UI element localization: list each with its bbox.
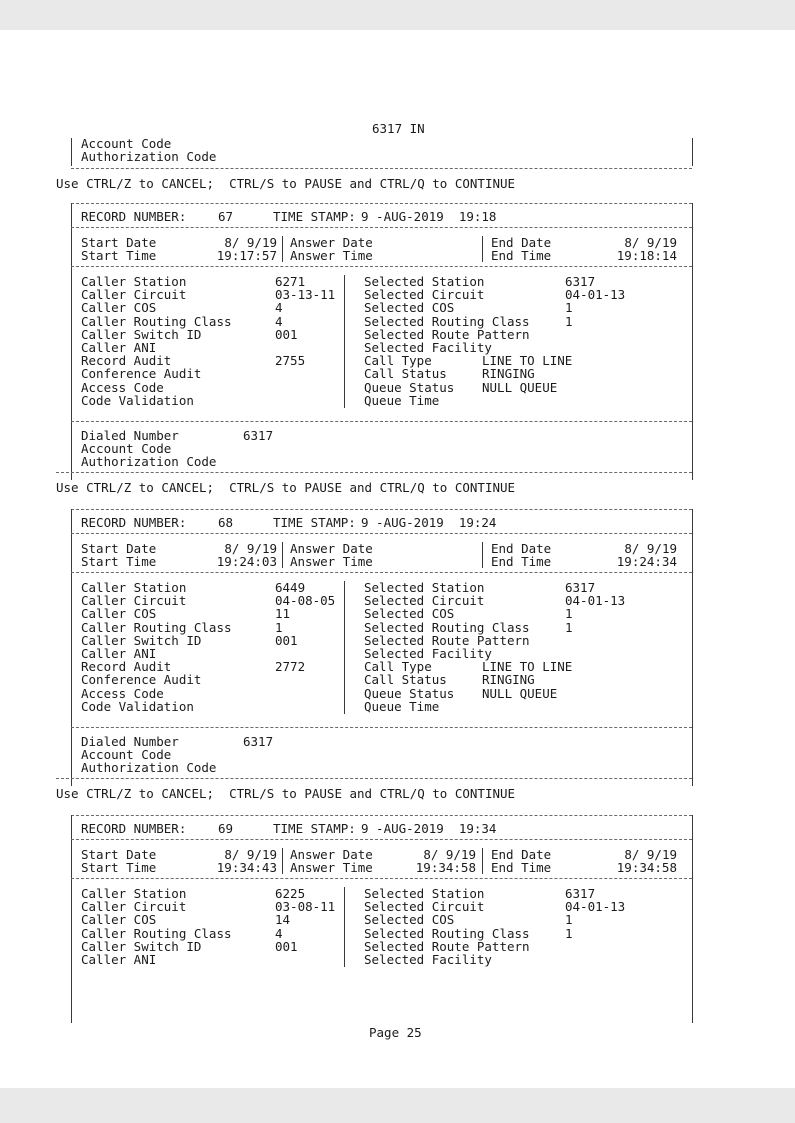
authorization-code-label: Authorization Code (81, 760, 217, 776)
details-divider (344, 581, 345, 714)
date-divider-1 (282, 542, 283, 568)
record-left-border (71, 509, 72, 786)
selected-cos-label: Selected COS (364, 912, 455, 928)
start-time-value: 19:34:43 (216, 860, 277, 876)
date-divider-1 (282, 236, 283, 262)
end-date-label: End Date (491, 541, 552, 556)
right-border (692, 138, 693, 166)
time-stamp-value: 9 -AUG-2019 19:34 (361, 821, 497, 836)
record-number-label: RECORD NUMBER: (81, 209, 187, 224)
date-divider-2 (482, 848, 483, 874)
header-authorization-code: Authorization Code (81, 149, 217, 164)
record-header-rule (71, 533, 692, 534)
selected-circuit-value: 04-01-13 (565, 593, 626, 609)
caller-routing-class-value: 4 (275, 313, 283, 329)
caller-routing-class-label: Caller Routing Class (81, 313, 232, 329)
selected-cos-label: Selected COS (364, 606, 455, 622)
date-divider-2 (482, 542, 483, 568)
selected-facility-label: Selected Facility (364, 340, 492, 355)
end-date-value: 8/ 9/19 (624, 235, 677, 250)
end-date-value: 8/ 9/19 (624, 541, 677, 556)
caller-routing-class-value: 1 (275, 619, 283, 635)
record-number-label: RECORD NUMBER: (81, 821, 187, 836)
end-time-value: 19:24:34 (616, 554, 677, 570)
answer-date-value: 8/ 9/19 (423, 847, 476, 862)
caller-circuit-label: Caller Circuit (81, 593, 187, 609)
record-right-border (692, 509, 693, 786)
selected-route-pattern-label: Selected Route Pattern (364, 938, 530, 954)
caller-cos-label: Caller COS (81, 912, 157, 928)
caller-station-label: Caller Station (81, 274, 187, 289)
conference-audit-label: Conference Audit (81, 366, 202, 382)
caller-station-value: 6271 (275, 274, 306, 289)
caller-cos-value: 11 (275, 606, 291, 622)
record-header-rule (71, 227, 692, 228)
answer-time-label: Answer Time (290, 248, 373, 264)
record-top-rule (71, 203, 692, 204)
record-top-rule (71, 509, 692, 510)
caller-cos-label: Caller COS (81, 606, 157, 622)
record-audit-value: 2772 (275, 659, 306, 675)
selected-facility-label: Selected Facility (364, 646, 492, 661)
ctrl-instructions: Use CTRL/Z to CANCEL; CTRL/S to PAUSE and CTRL/Q to CONTINUE (56, 176, 516, 191)
answer-time-value: 19:34:58 (415, 860, 476, 876)
record-right-border (692, 815, 693, 1023)
caller-ani-label: Caller ANI (81, 340, 157, 355)
end-date-value: 8/ 9/19 (624, 847, 677, 862)
dialed-number-label: Dialed Number (81, 428, 179, 443)
queue-status-value: NULL QUEUE (482, 685, 558, 701)
selected-cos-value: 1 (565, 912, 573, 928)
selected-cos-label: Selected COS (364, 300, 455, 316)
end-time-label: End Time (491, 248, 552, 264)
caller-cos-label: Caller COS (81, 300, 157, 316)
start-time-value: 19:24:03 (216, 554, 277, 570)
call-type-value: LINE TO LINE (482, 659, 573, 675)
answer-time-label: Answer Time (290, 860, 373, 876)
start-time-label: Start Time (81, 554, 157, 570)
time-stamp-label: TIME STAMP: (273, 515, 356, 530)
caller-station-label: Caller Station (81, 886, 187, 901)
access-code-label: Access Code (81, 379, 164, 395)
caller-station-value: 6225 (275, 886, 306, 901)
page-number: Page 25 (369, 1025, 422, 1040)
call-status-label: Call Status (364, 672, 447, 688)
record-top-rule (71, 815, 692, 816)
call-status-value: RINGING (482, 366, 535, 382)
caller-ani-label: Caller ANI (81, 646, 157, 661)
code-validation-label: Code Validation (81, 392, 194, 408)
selected-routing-class-label: Selected Routing Class (364, 313, 530, 329)
selected-station-label: Selected Station (364, 580, 485, 595)
selected-circuit-label: Selected Circuit (364, 287, 485, 303)
caller-station-value: 6449 (275, 580, 306, 595)
caller-switch-id-label: Caller Switch ID (81, 326, 202, 342)
caller-circuit-value: 04-08-05 (275, 593, 336, 609)
call-type-label: Call Type (364, 353, 432, 369)
end-date-label: End Date (491, 235, 552, 250)
selected-cos-value: 1 (565, 606, 573, 622)
caller-switch-id-label: Caller Switch ID (81, 938, 202, 954)
caller-switch-id-value: 001 (275, 938, 298, 954)
record-number-label: RECORD NUMBER: (81, 515, 187, 530)
authorization-code-label: Authorization Code (81, 454, 217, 470)
details-divider (344, 275, 345, 408)
account-code-label: Account Code (81, 441, 172, 457)
time-stamp-value: 9 -AUG-2019 19:24 (361, 515, 497, 530)
call-type-label: Call Type (364, 659, 432, 675)
conference-audit-label: Conference Audit (81, 672, 202, 688)
queue-time-label: Queue Time (364, 392, 440, 408)
selected-facility-label: Selected Facility (364, 952, 492, 967)
selected-station-value: 6317 (565, 886, 596, 901)
call-type-value: LINE TO LINE (482, 353, 573, 369)
selected-station-label: Selected Station (364, 886, 485, 901)
end-time-value: 19:18:14 (616, 248, 677, 264)
start-date-value: 8/ 9/19 (224, 235, 277, 250)
queue-status-value: NULL QUEUE (482, 379, 558, 395)
start-date-label: Start Date (81, 541, 157, 556)
record-number-value: 69 (218, 821, 234, 836)
dialed-number-label: Dialed Number (81, 734, 179, 749)
access-code-label: Access Code (81, 685, 164, 701)
dates-rule (71, 572, 692, 573)
record-bottom-rule (56, 778, 692, 779)
caller-switch-id-label: Caller Switch ID (81, 632, 202, 648)
record-right-border (692, 203, 693, 480)
record-audit-value: 2755 (275, 353, 306, 369)
selected-circuit-value: 04-01-13 (565, 287, 626, 303)
selected-station-value: 6317 (565, 580, 596, 595)
record-audit-label: Record Audit (81, 659, 172, 675)
caller-cos-value: 4 (275, 300, 283, 316)
left-border (71, 138, 72, 166)
dialed-number-value: 6317 (243, 734, 274, 749)
selected-routing-class-value: 1 (565, 619, 573, 635)
start-date-label: Start Date (81, 847, 157, 862)
record-left-border (71, 815, 72, 1023)
start-time-label: Start Time (81, 248, 157, 264)
header-station-in: 6317 IN (372, 121, 425, 136)
selected-circuit-label: Selected Circuit (364, 593, 485, 609)
ctrl-instructions: Use CTRL/Z to CANCEL; CTRL/S to PAUSE and CTRL/Q to CONTINUE (56, 786, 516, 801)
queue-status-label: Queue Status (364, 685, 455, 701)
details-rule (71, 421, 692, 422)
selected-route-pattern-label: Selected Route Pattern (364, 632, 530, 648)
divider (71, 168, 692, 169)
end-date-label: End Date (491, 847, 552, 862)
record-left-border (71, 203, 72, 480)
selected-routing-class-value: 1 (565, 925, 573, 941)
record-number-value: 67 (218, 209, 234, 224)
record-number-value: 68 (218, 515, 234, 530)
start-time-label: Start Time (81, 860, 157, 876)
selected-routing-class-label: Selected Routing Class (364, 925, 530, 941)
caller-routing-class-label: Caller Routing Class (81, 619, 232, 635)
account-code-label: Account Code (81, 747, 172, 763)
caller-ani-label: Caller ANI (81, 952, 157, 967)
record-audit-label: Record Audit (81, 353, 172, 369)
caller-cos-value: 14 (275, 912, 291, 928)
date-divider-1 (282, 848, 283, 874)
selected-station-label: Selected Station (364, 274, 485, 289)
selected-circuit-label: Selected Circuit (364, 899, 485, 915)
date-divider-2 (482, 236, 483, 262)
call-status-value: RINGING (482, 672, 535, 688)
dialed-number-value: 6317 (243, 428, 274, 443)
dates-rule (71, 878, 692, 879)
selected-routing-class-value: 1 (565, 313, 573, 329)
queue-status-label: Queue Status (364, 379, 455, 395)
caller-circuit-label: Caller Circuit (81, 287, 187, 303)
caller-switch-id-value: 001 (275, 326, 298, 342)
caller-circuit-value: 03-08-11 (275, 899, 336, 915)
start-date-value: 8/ 9/19 (224, 847, 277, 862)
end-time-label: End Time (491, 860, 552, 876)
details-rule (71, 727, 692, 728)
start-time-value: 19:17:57 (216, 248, 277, 264)
start-date-label: Start Date (81, 235, 157, 250)
selected-routing-class-label: Selected Routing Class (364, 619, 530, 635)
ctrl-instructions: Use CTRL/Z to CANCEL; CTRL/S to PAUSE and CTRL/Q to CONTINUE (56, 480, 516, 495)
selected-station-value: 6317 (565, 274, 596, 289)
record-header-rule (71, 839, 692, 840)
record-bottom-rule (56, 472, 692, 473)
caller-switch-id-value: 001 (275, 632, 298, 648)
end-time-value: 19:34:58 (616, 860, 677, 876)
selected-route-pattern-label: Selected Route Pattern (364, 326, 530, 342)
time-stamp-label: TIME STAMP: (273, 209, 356, 224)
start-date-value: 8/ 9/19 (224, 541, 277, 556)
selected-circuit-value: 04-01-13 (565, 899, 626, 915)
end-time-label: End Time (491, 554, 552, 570)
time-stamp-value: 9 -AUG-2019 19:18 (361, 209, 497, 224)
queue-time-label: Queue Time (364, 698, 440, 714)
caller-circuit-value: 03-13-11 (275, 287, 336, 303)
time-stamp-label: TIME STAMP: (273, 821, 356, 836)
call-status-label: Call Status (364, 366, 447, 382)
header-account-code: Account Code (81, 136, 172, 151)
details-divider (344, 887, 345, 967)
selected-cos-value: 1 (565, 300, 573, 316)
caller-station-label: Caller Station (81, 580, 187, 595)
caller-routing-class-value: 4 (275, 925, 283, 941)
answer-date-label: Answer Date (290, 847, 373, 862)
code-validation-label: Code Validation (81, 698, 194, 714)
caller-routing-class-label: Caller Routing Class (81, 925, 232, 941)
answer-time-label: Answer Time (290, 554, 373, 570)
caller-circuit-label: Caller Circuit (81, 899, 187, 915)
dates-rule (71, 266, 692, 267)
answer-date-label: Answer Date (290, 541, 373, 556)
answer-date-label: Answer Date (290, 235, 373, 250)
